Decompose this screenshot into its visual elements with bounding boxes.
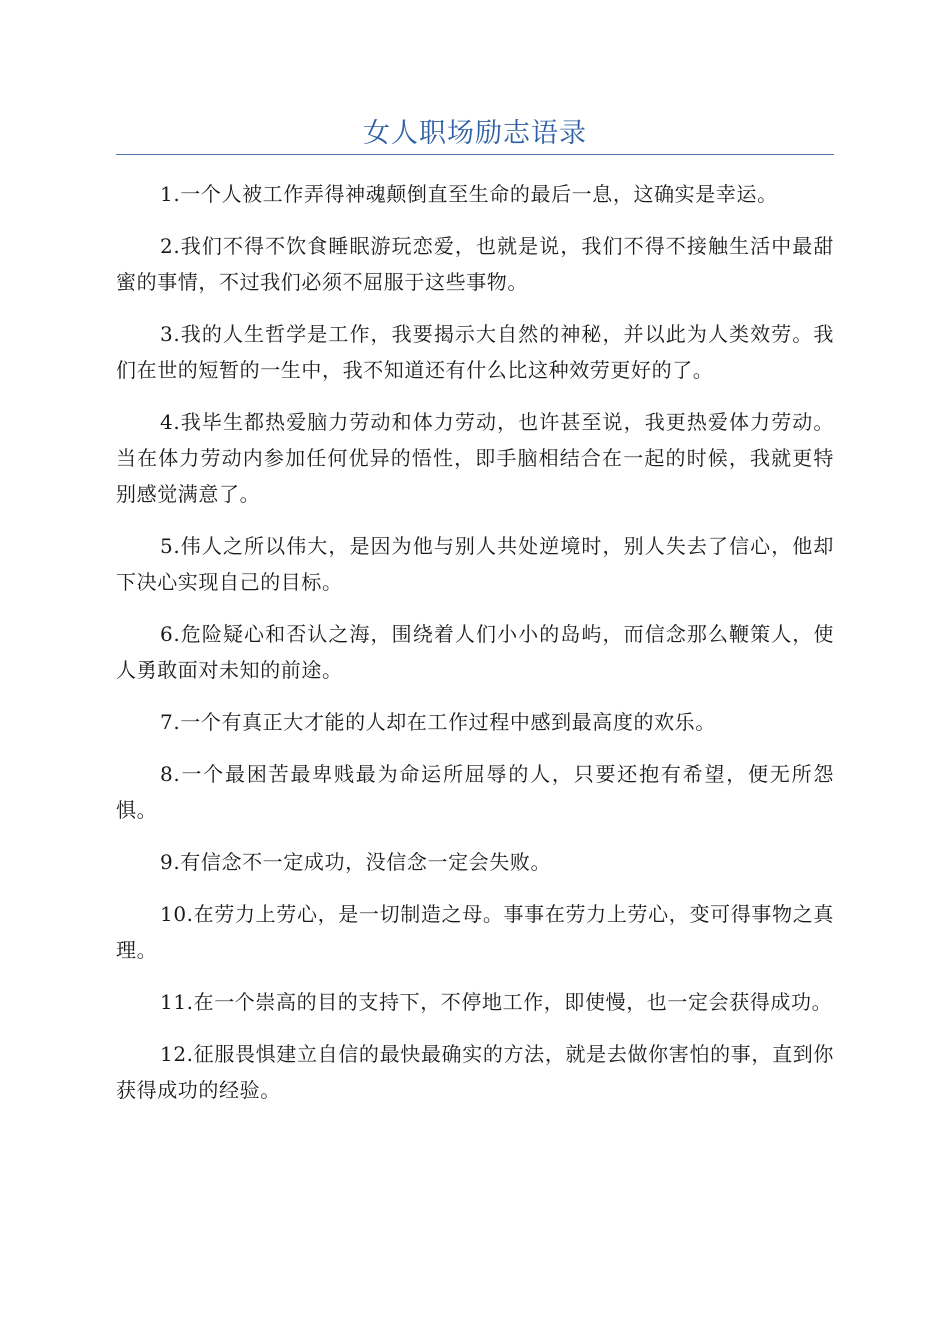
quote-paragraph-6: 6.危险疑心和否认之海，围绕着人们小小的岛屿，而信念那么鞭策人，使人勇敢面对未知的前途。 [116,622,834,682]
quote-paragraph-9: 9.有信念不一定成功，没信念一定会失败。 [160,850,552,874]
quote-paragraph-4: 4.我毕生都热爱脑力劳动和体力劳动，也许甚至说，我更热爱体力劳动。当在体力劳动内参加任何优异的悟性，即手脑相结合在一起的时候，我就更特别感觉满意了。 [116,410,834,506]
document-title: 女人职场励志语录 [363,118,587,149]
document-body [116,176,834,1124]
quote-paragraph-10: 10.在劳力上劳心，是一切制造之母。事事在劳力上劳心，变可得事物之真理。 [116,902,834,962]
quote-paragraph-7: 7.一个有真正大才能的人却在工作过程中感到最高度的欢乐。 [160,710,716,734]
quote-paragraph-12: 12.征服畏惧建立自信的最快最确实的方法，就是去做你害怕的事，直到你获得成功的经验。 [116,1042,834,1102]
quote-paragraph-2: 2.我们不得不饮食睡眠游玩恋爱，也就是说，我们不得不接触生活中最甜蜜的事情，不过我们必须不屈服于这些事物。 [116,234,834,294]
quote-paragraph-1: 1.一个人被工作弄得神魂颠倒直至生命的最后一息，这确实是幸运。 [160,182,778,206]
quote-paragraph-11: 11.在一个崇高的目的支持下，不停地工作，即使慢，也一定会获得成功。 [160,990,833,1014]
quote-paragraph-5: 5.伟人之所以伟大，是因为他与别人共处逆境时，别人失去了信心，他却下决心实现自己的目标。 [116,534,834,594]
title-underline [116,154,834,155]
quote-paragraph-3: 3.我的人生哲学是工作，我要揭示大自然的神秘，并以此为人类效劳。我们在世的短暂的一生中，我不知道还有什么比这种效劳更好的了。 [116,322,834,382]
quote-paragraph-8: 8.一个最困苦最卑贱最为命运所屈辱的人，只要还抱有希望，便无所怨惧。 [116,762,834,822]
